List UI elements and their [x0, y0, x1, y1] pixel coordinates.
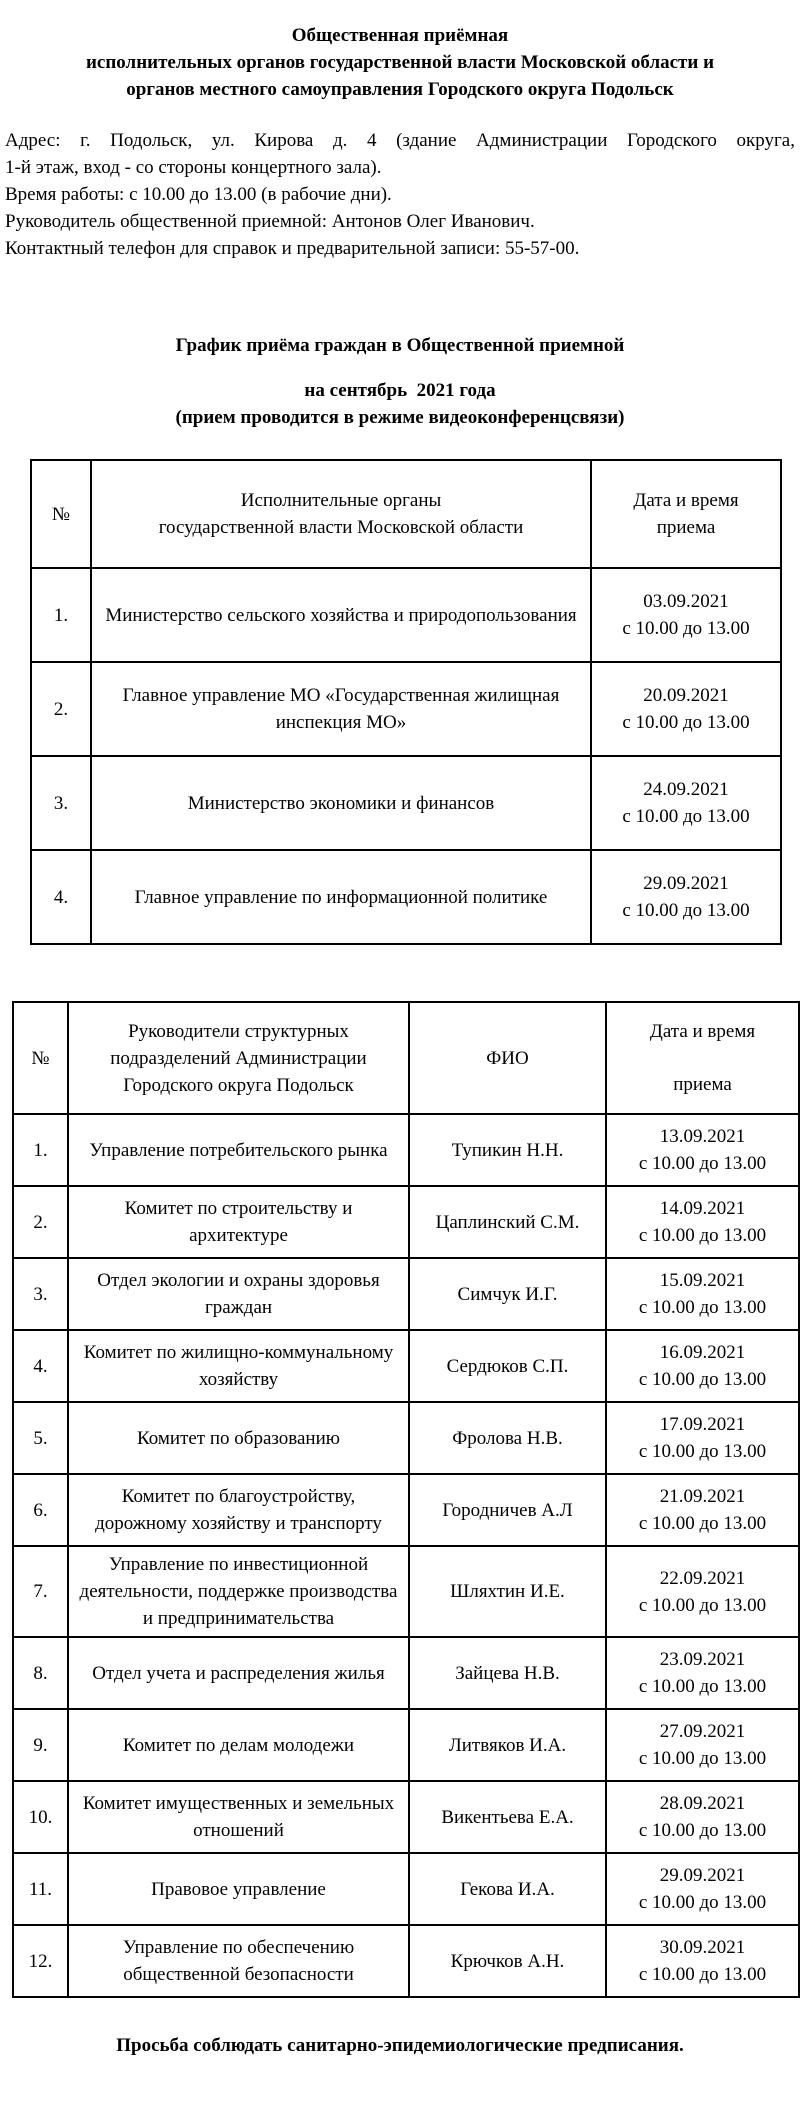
header-row [31, 460, 781, 568]
cell-date: 13.09.2021 [659, 1126, 746, 1147]
cell-dept-name: Комитет имущественных и земельных отношений [68, 1781, 409, 1853]
cell-date: 28.09.2021 [659, 1793, 746, 1814]
cell-time: с 10.00 до 13.00 [638, 1297, 767, 1318]
cell-date: 21.09.2021 [659, 1486, 746, 1507]
cell-fio: Викентьева Е.А. [409, 1781, 606, 1853]
cell-fio: Симчук И.Г. [409, 1258, 606, 1330]
cell-date-time [606, 1709, 799, 1781]
cell-dept-name: Управление по инвестиционной деятельности, поддержке производства и предпринимательства [68, 1546, 409, 1637]
schedule-heading [5, 332, 795, 431]
address-line-2: 1-й этаж, вход - со стороны концертного зала). [5, 157, 382, 178]
table-row [13, 1258, 799, 1330]
cell-time: с 10.00 до 13.00 [638, 1820, 767, 1841]
cell-date: 22.09.2021 [659, 1567, 746, 1589]
cell-fio: Тупикин Н.Н. [409, 1114, 606, 1186]
cell-date-time [606, 1114, 799, 1186]
cell-row-number: 5. [13, 1402, 68, 1474]
cell-row-number: 3. [31, 756, 91, 850]
table-row [13, 1474, 799, 1546]
cell-date: 29.09.2021 [643, 873, 729, 894]
table-row [13, 1330, 799, 1402]
cell-date-time [606, 1853, 799, 1925]
cell-date: 17.09.2021 [659, 1414, 746, 1435]
cell-date: 03.09.2021 [643, 591, 729, 612]
cell-row-number: 2. [13, 1186, 68, 1258]
header-datetime [591, 460, 781, 568]
cell-row-number: 4. [31, 850, 91, 944]
cell-fio: Крючков А.Н. [409, 1925, 606, 1997]
header-datetime-line-1: Дата и время [633, 490, 739, 511]
table-row [31, 850, 781, 944]
cell-date-time [606, 1925, 799, 1997]
working-hours: Время работы: с 10.00 до 13.00 (в рабочие дни). [5, 184, 392, 205]
header-dept-line-2: подразделений Администрации [110, 1047, 367, 1069]
table-row [13, 1925, 799, 1997]
cell-date-time [606, 1546, 799, 1637]
header-fio: ФИО [409, 1002, 606, 1114]
executive-organs-table-body [31, 568, 781, 944]
cell-row-number: 6. [13, 1474, 68, 1546]
cell-row-number: 8. [13, 1637, 68, 1709]
table-row [13, 1781, 799, 1853]
cell-fio: Гекова И.А. [409, 1853, 606, 1925]
cell-time: с 10.00 до 13.00 [638, 1441, 767, 1462]
cell-row-number: 7. [13, 1546, 68, 1637]
cell-date: 16.09.2021 [659, 1342, 746, 1363]
cell-dept-name: Правовое управление [68, 1853, 409, 1925]
cell-dept-name: Комитет по делам молодежи [68, 1709, 409, 1781]
schedule-heading-line-1: График приёма граждан в Общественной приемной [175, 335, 625, 356]
cell-date: 24.09.2021 [643, 779, 729, 800]
cell-date-time [606, 1402, 799, 1474]
cell-date-time [606, 1474, 799, 1546]
header-org [91, 460, 591, 568]
table-row [31, 756, 781, 850]
cell-time: с 10.00 до 13.00 [622, 900, 750, 921]
cell-date-time [606, 1258, 799, 1330]
header-dept [68, 1002, 409, 1114]
cell-fio: Сердюков С.П. [409, 1330, 606, 1402]
header-num: № [13, 1002, 68, 1114]
cell-date: 30.09.2021 [659, 1937, 746, 1958]
cell-date-time [606, 1637, 799, 1709]
title-line-3: органов местного самоуправления Городского округа Подольск [126, 79, 674, 100]
cell-time: с 10.00 до 13.00 [638, 1676, 767, 1697]
cell-time: с 10.00 до 13.00 [638, 1153, 767, 1174]
cell-time: с 10.00 до 13.00 [638, 1892, 767, 1913]
cell-org-name: Министерство экономики и финансов [91, 756, 591, 850]
table-row [13, 1402, 799, 1474]
cell-time: с 10.00 до 13.00 [622, 618, 750, 639]
table-row [13, 1114, 799, 1186]
contact-info [5, 127, 795, 262]
table-row [13, 1709, 799, 1781]
cell-row-number: 4. [13, 1330, 68, 1402]
cell-time: с 10.00 до 13.00 [638, 1513, 767, 1534]
cell-row-number: 1. [31, 568, 91, 662]
table-row [13, 1637, 799, 1709]
cell-row-number: 10. [13, 1781, 68, 1853]
cell-row-number: 9. [13, 1709, 68, 1781]
cell-date-time [606, 1781, 799, 1853]
cell-time: с 10.00 до 13.00 [638, 1369, 767, 1390]
cell-row-number: 11. [13, 1853, 68, 1925]
cell-fio: Фролова Н.В. [409, 1402, 606, 1474]
schedule-heading-line-3: (прием проводится в режиме видеоконференцсвязи) [175, 407, 625, 428]
cell-time: с 10.00 до 13.00 [638, 1225, 767, 1246]
executive-organs-table-header [31, 460, 781, 568]
document-title [5, 22, 795, 103]
table-row [31, 568, 781, 662]
cell-dept-name: Отдел экологии и охраны здоровья граждан [68, 1258, 409, 1330]
header-row [13, 1002, 799, 1114]
department-heads-table-header [13, 1002, 799, 1114]
cell-row-number: 2. [31, 662, 91, 756]
cell-dept-name: Управление по обеспечению общественной безопасности [68, 1925, 409, 1997]
header-datetime [606, 1002, 799, 1114]
cell-fio: Зайцева Н.В. [409, 1637, 606, 1709]
title-line-2: исполнительных органов государственной власти Московской области и [85, 52, 715, 73]
cell-date-time [591, 756, 781, 850]
header-datetime-line-2: приема [673, 1074, 732, 1095]
header-num: № [31, 460, 91, 568]
cell-time: с 10.00 до 13.00 [638, 1964, 767, 1985]
department-heads-table-body [13, 1114, 799, 1997]
cell-time: с 10.00 до 13.00 [622, 806, 750, 827]
cell-org-name: Министерство сельского хозяйства и природопользования [91, 568, 591, 662]
header-org-line-1: Исполнительные органы [240, 490, 442, 511]
cell-time: с 10.00 до 13.00 [622, 712, 750, 733]
cell-date: 23.09.2021 [659, 1649, 746, 1670]
contact-phone: Контактный телефон для справок и предварительной записи: 55-57-00. [5, 238, 580, 259]
header-datetime-line-2: приема [656, 517, 716, 538]
cell-dept-name: Комитет по жилищно-коммунальному хозяйству [68, 1330, 409, 1402]
cell-time: с 10.00 до 13.00 [638, 1748, 767, 1769]
header-org-line-2: государственной власти Московской области [158, 517, 524, 538]
header-datetime-line-1: Дата и время [649, 1021, 756, 1042]
cell-date: 15.09.2021 [659, 1270, 746, 1291]
cell-dept-name: Отдел учета и распределения жилья [68, 1637, 409, 1709]
cell-date-time [591, 662, 781, 756]
cell-dept-name: Комитет по строительству и архитектуре [68, 1186, 409, 1258]
cell-org-name: Главное управление МО «Государственная жилищная инспекция МО» [91, 662, 591, 756]
header-dept-line-1: Руководители структурных [128, 1020, 349, 1042]
cell-date-time [606, 1330, 799, 1402]
cell-row-number: 3. [13, 1258, 68, 1330]
cell-time: с 10.00 до 13.00 [638, 1594, 767, 1616]
reception-head: Руководитель общественной приемной: Антонов Олег Иванович. [5, 211, 535, 232]
cell-fio: Городничев А.Л [409, 1474, 606, 1546]
cell-fio: Цаплинский С.М. [409, 1186, 606, 1258]
cell-date-time [606, 1186, 799, 1258]
cell-fio: Шляхтин И.Е. [409, 1546, 606, 1637]
cell-org-name: Главное управление по информационной политике [91, 850, 591, 944]
table-row [13, 1546, 799, 1637]
cell-dept-name: Комитет по благоустройству, дорожному хозяйству и транспорту [68, 1474, 409, 1546]
cell-date-time [591, 568, 781, 662]
department-heads-table [12, 1001, 800, 1998]
cell-date: 27.09.2021 [659, 1721, 746, 1742]
cell-dept-name: Управление потребительского рынка [68, 1114, 409, 1186]
cell-date: 20.09.2021 [643, 685, 729, 706]
cell-date: 29.09.2021 [659, 1865, 746, 1886]
schedule-heading-line-2: на сентябрь 2021 года [304, 380, 496, 401]
title-line-1: Общественная приёмная [291, 25, 509, 46]
executive-organs-table [30, 459, 782, 945]
cell-row-number: 12. [13, 1925, 68, 1997]
header-dept-line-3: Городского округа Подольск [123, 1074, 354, 1096]
table-row [13, 1186, 799, 1258]
table-row [13, 1853, 799, 1925]
table-row [31, 662, 781, 756]
sanitary-note: Просьба соблюдать санитарно-эпидемиологические предписания. [116, 2035, 684, 2056]
cell-fio: Литвяков И.А. [409, 1709, 606, 1781]
address-line-1: Адрес: г. Подольск, ул. Кирова д. 4 (здание Администрации Городского округа, [5, 130, 795, 151]
cell-date: 14.09.2021 [659, 1198, 746, 1219]
cell-row-number: 1. [13, 1114, 68, 1186]
cell-dept-name: Комитет по образованию [68, 1402, 409, 1474]
cell-date-time [591, 850, 781, 944]
